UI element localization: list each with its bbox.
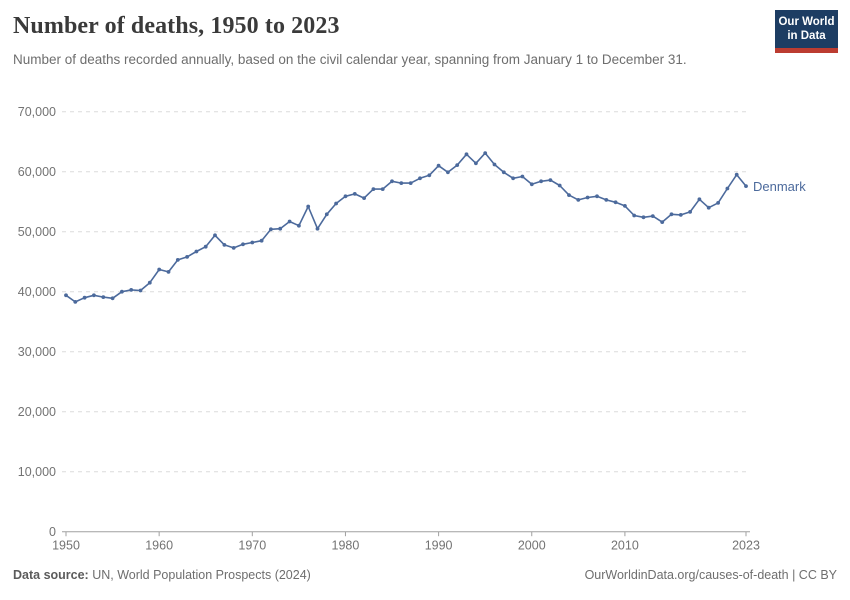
data-point-marker[interactable] <box>698 197 702 201</box>
data-point-marker[interactable] <box>455 163 459 167</box>
data-point-marker[interactable] <box>64 293 68 297</box>
data-point-marker[interactable] <box>409 181 413 185</box>
data-point-marker[interactable] <box>278 227 282 231</box>
data-point-marker[interactable] <box>539 179 543 183</box>
data-point-marker[interactable] <box>688 210 692 214</box>
data-point-marker[interactable] <box>707 206 711 210</box>
x-axis-tick-label: 1980 <box>331 538 360 553</box>
data-point-marker[interactable] <box>567 193 571 197</box>
x-axis-tick-label: 2000 <box>517 538 546 553</box>
data-point-marker[interactable] <box>148 281 152 285</box>
page-title: Number of deaths, 1950 to 2023 <box>13 13 340 39</box>
data-point-marker[interactable] <box>297 224 301 228</box>
data-point-marker[interactable] <box>129 288 133 292</box>
owid-logo-line2: in Data <box>787 30 826 42</box>
data-point-marker[interactable] <box>167 270 171 274</box>
data-point-marker[interactable] <box>353 192 357 196</box>
owid-link[interactable]: OurWorldinData.org/causes-of-death | CC BY <box>584 568 837 582</box>
data-point-marker[interactable] <box>83 296 87 300</box>
data-point-marker[interactable] <box>614 200 618 204</box>
owid-logo-line1: Our World <box>778 15 835 28</box>
x-axis-tick-label: 1960 <box>145 538 174 553</box>
data-point-marker[interactable] <box>399 181 403 185</box>
data-point-marker[interactable] <box>344 194 348 198</box>
data-point-marker[interactable] <box>139 289 143 293</box>
y-axis-tick-label: 0 <box>49 525 56 540</box>
y-axis-tick-label: 40,000 <box>17 285 56 300</box>
data-point-marker[interactable] <box>92 293 96 297</box>
data-point-marker[interactable] <box>623 204 627 208</box>
data-point-marker[interactable] <box>176 258 180 262</box>
data-point-marker[interactable] <box>269 227 273 231</box>
data-point-marker[interactable] <box>204 245 208 249</box>
data-point-marker[interactable] <box>111 296 115 300</box>
series-line[interactable] <box>66 153 746 302</box>
x-axis-tick-label: 2023 <box>732 538 760 553</box>
data-point-marker[interactable] <box>474 161 478 165</box>
data-point-marker[interactable] <box>502 170 506 174</box>
data-point-marker[interactable] <box>223 243 227 247</box>
data-point-marker[interactable] <box>446 170 450 174</box>
data-point-marker[interactable] <box>120 290 124 294</box>
x-axis-tick-label: 1970 <box>238 538 267 553</box>
data-point-marker[interactable] <box>381 187 385 191</box>
data-point-marker[interactable] <box>437 164 441 168</box>
data-point-marker[interactable] <box>632 214 636 218</box>
data-point-marker[interactable] <box>595 194 599 198</box>
data-point-marker[interactable] <box>604 198 608 202</box>
chart-subtitle: Number of deaths recorded annually, based on the civil calendar year, spanning from January 1 to December 31. <box>13 52 687 67</box>
data-point-marker[interactable] <box>213 233 217 237</box>
y-axis-tick-label: 60,000 <box>17 165 56 180</box>
data-point-marker[interactable] <box>288 220 292 224</box>
y-axis-tick-label: 10,000 <box>17 465 56 480</box>
data-point-marker[interactable] <box>651 214 655 218</box>
x-axis-tick-label: 1950 <box>52 538 80 553</box>
data-point-marker[interactable] <box>483 151 487 155</box>
data-point-marker[interactable] <box>362 196 366 200</box>
data-point-marker[interactable] <box>660 220 664 224</box>
data-point-marker[interactable] <box>390 179 394 183</box>
data-point-marker[interactable] <box>744 184 748 188</box>
data-point-marker[interactable] <box>316 227 320 231</box>
data-point-marker[interactable] <box>325 212 329 216</box>
data-point-marker[interactable] <box>427 173 431 177</box>
y-axis-tick-label: 50,000 <box>17 225 56 240</box>
data-point-marker[interactable] <box>493 163 497 167</box>
data-point-marker[interactable] <box>306 205 310 209</box>
data-point-marker[interactable] <box>549 178 553 182</box>
data-point-marker[interactable] <box>735 173 739 177</box>
y-axis-tick-label: 30,000 <box>17 345 56 360</box>
data-point-marker[interactable] <box>334 202 338 206</box>
data-point-marker[interactable] <box>418 176 422 180</box>
x-axis-tick-label: 2010 <box>610 538 639 553</box>
data-point-marker[interactable] <box>558 184 562 188</box>
data-point-marker[interactable] <box>511 176 515 180</box>
data-point-marker[interactable] <box>716 201 720 205</box>
data-point-marker[interactable] <box>679 213 683 217</box>
y-axis-tick-label: 20,000 <box>17 405 56 420</box>
data-point-marker[interactable] <box>195 250 199 254</box>
data-point-marker[interactable] <box>157 268 161 272</box>
data-source-text: UN, World Population Prospects (2024) <box>88 568 311 582</box>
data-point-marker[interactable] <box>232 246 236 250</box>
data-point-marker[interactable] <box>73 300 77 304</box>
data-point-marker[interactable] <box>670 212 674 216</box>
data-point-marker[interactable] <box>101 295 105 299</box>
data-point-marker[interactable] <box>260 239 264 243</box>
data-point-marker[interactable] <box>465 152 469 156</box>
data-point-marker[interactable] <box>241 242 245 246</box>
data-point-marker[interactable] <box>576 198 580 202</box>
data-point-marker[interactable] <box>250 241 254 245</box>
data-point-marker[interactable] <box>642 215 646 219</box>
data-point-marker[interactable] <box>726 187 730 191</box>
data-point-marker[interactable] <box>185 255 189 259</box>
data-point-marker[interactable] <box>530 182 534 186</box>
data-source-label: Data source: <box>13 568 89 582</box>
chart-footer <box>13 568 837 582</box>
data-source <box>13 568 311 582</box>
data-point-marker[interactable] <box>586 196 590 200</box>
data-point-marker[interactable] <box>372 187 376 191</box>
y-axis-tick-label: 70,000 <box>17 105 56 120</box>
data-point-marker[interactable] <box>521 175 525 179</box>
x-axis-tick-label: 1990 <box>424 538 453 553</box>
series-end-label[interactable]: Denmark <box>753 179 806 194</box>
